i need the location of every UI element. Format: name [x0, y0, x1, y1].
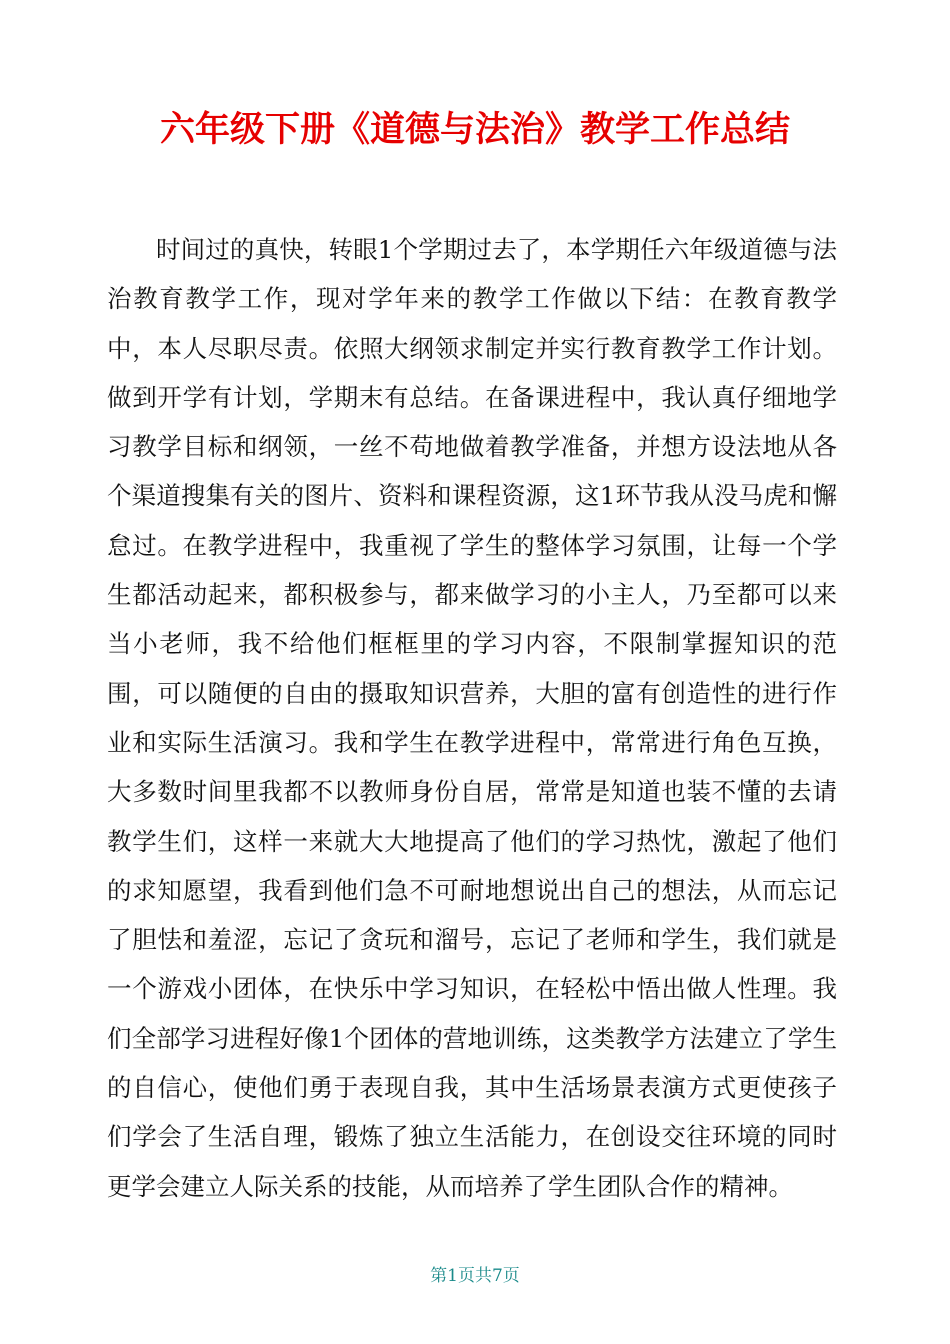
- body-paragraph: 时间过的真快，转眼1个学期过去了，本学期任六年级道德与法治教育教学工作，现对学年来的教学工作做以下结：在教育教学中，本人尽职尽责。依照大纲领求制定并实行教育教学工作计划。做到开学有计划，学期末有总结。在备课进程中，我认真仔细地学习教学目标和纲领，一丝不苟地做着教学准备，并想方设法地从各个渠道搜集有关的图片、资料和课程资源，这1环节我从没马虎和懈怠过。在教学进程中，我重视了学生的整体学习氛围，让每一个学生都活动起来，都积极参与，都来做学习的小主人，乃至都可以来当小老师，我不给他们框框里的学习内容，不限制掌握知识的范围，可以随便的自由的摄取知识营养，大胆的富有创造性的进行作业和实际生活演习。我和学生在教学进程中，常常进行角色互换，大多数时间里我都不以教师身份自居，常常是知道也装不懂的去请教学生们，这样一来就大大地提高了他们的学习热忱，激起了他们的求知愿望，我看到他们急不可耐地想说出自己的想法，从而忘记了胆怯和羞涩，忘记了贪玩和溜号，忘记了老师和学生，我们就是一个游戏小团体，在快乐中学习知识，在轻松中悟出做人性理。我们全部学习进程好像1个团体的营地训练，这类教学方法建立了学生的自信心，使他们勇于表现自我，其中生活场景表演方式更使孩子们学会了生活自理，锻炼了独立生活能力，在创设交往环境的同时更学会建立人际关系的技能，从而培养了学生团队合作的精神。: [107, 235, 837, 1201]
- document-title: 六年级下册《道德与法治》教学工作总结: [159, 110, 790, 150]
- page-number-footer: 第1页共7页: [430, 1266, 520, 1286]
